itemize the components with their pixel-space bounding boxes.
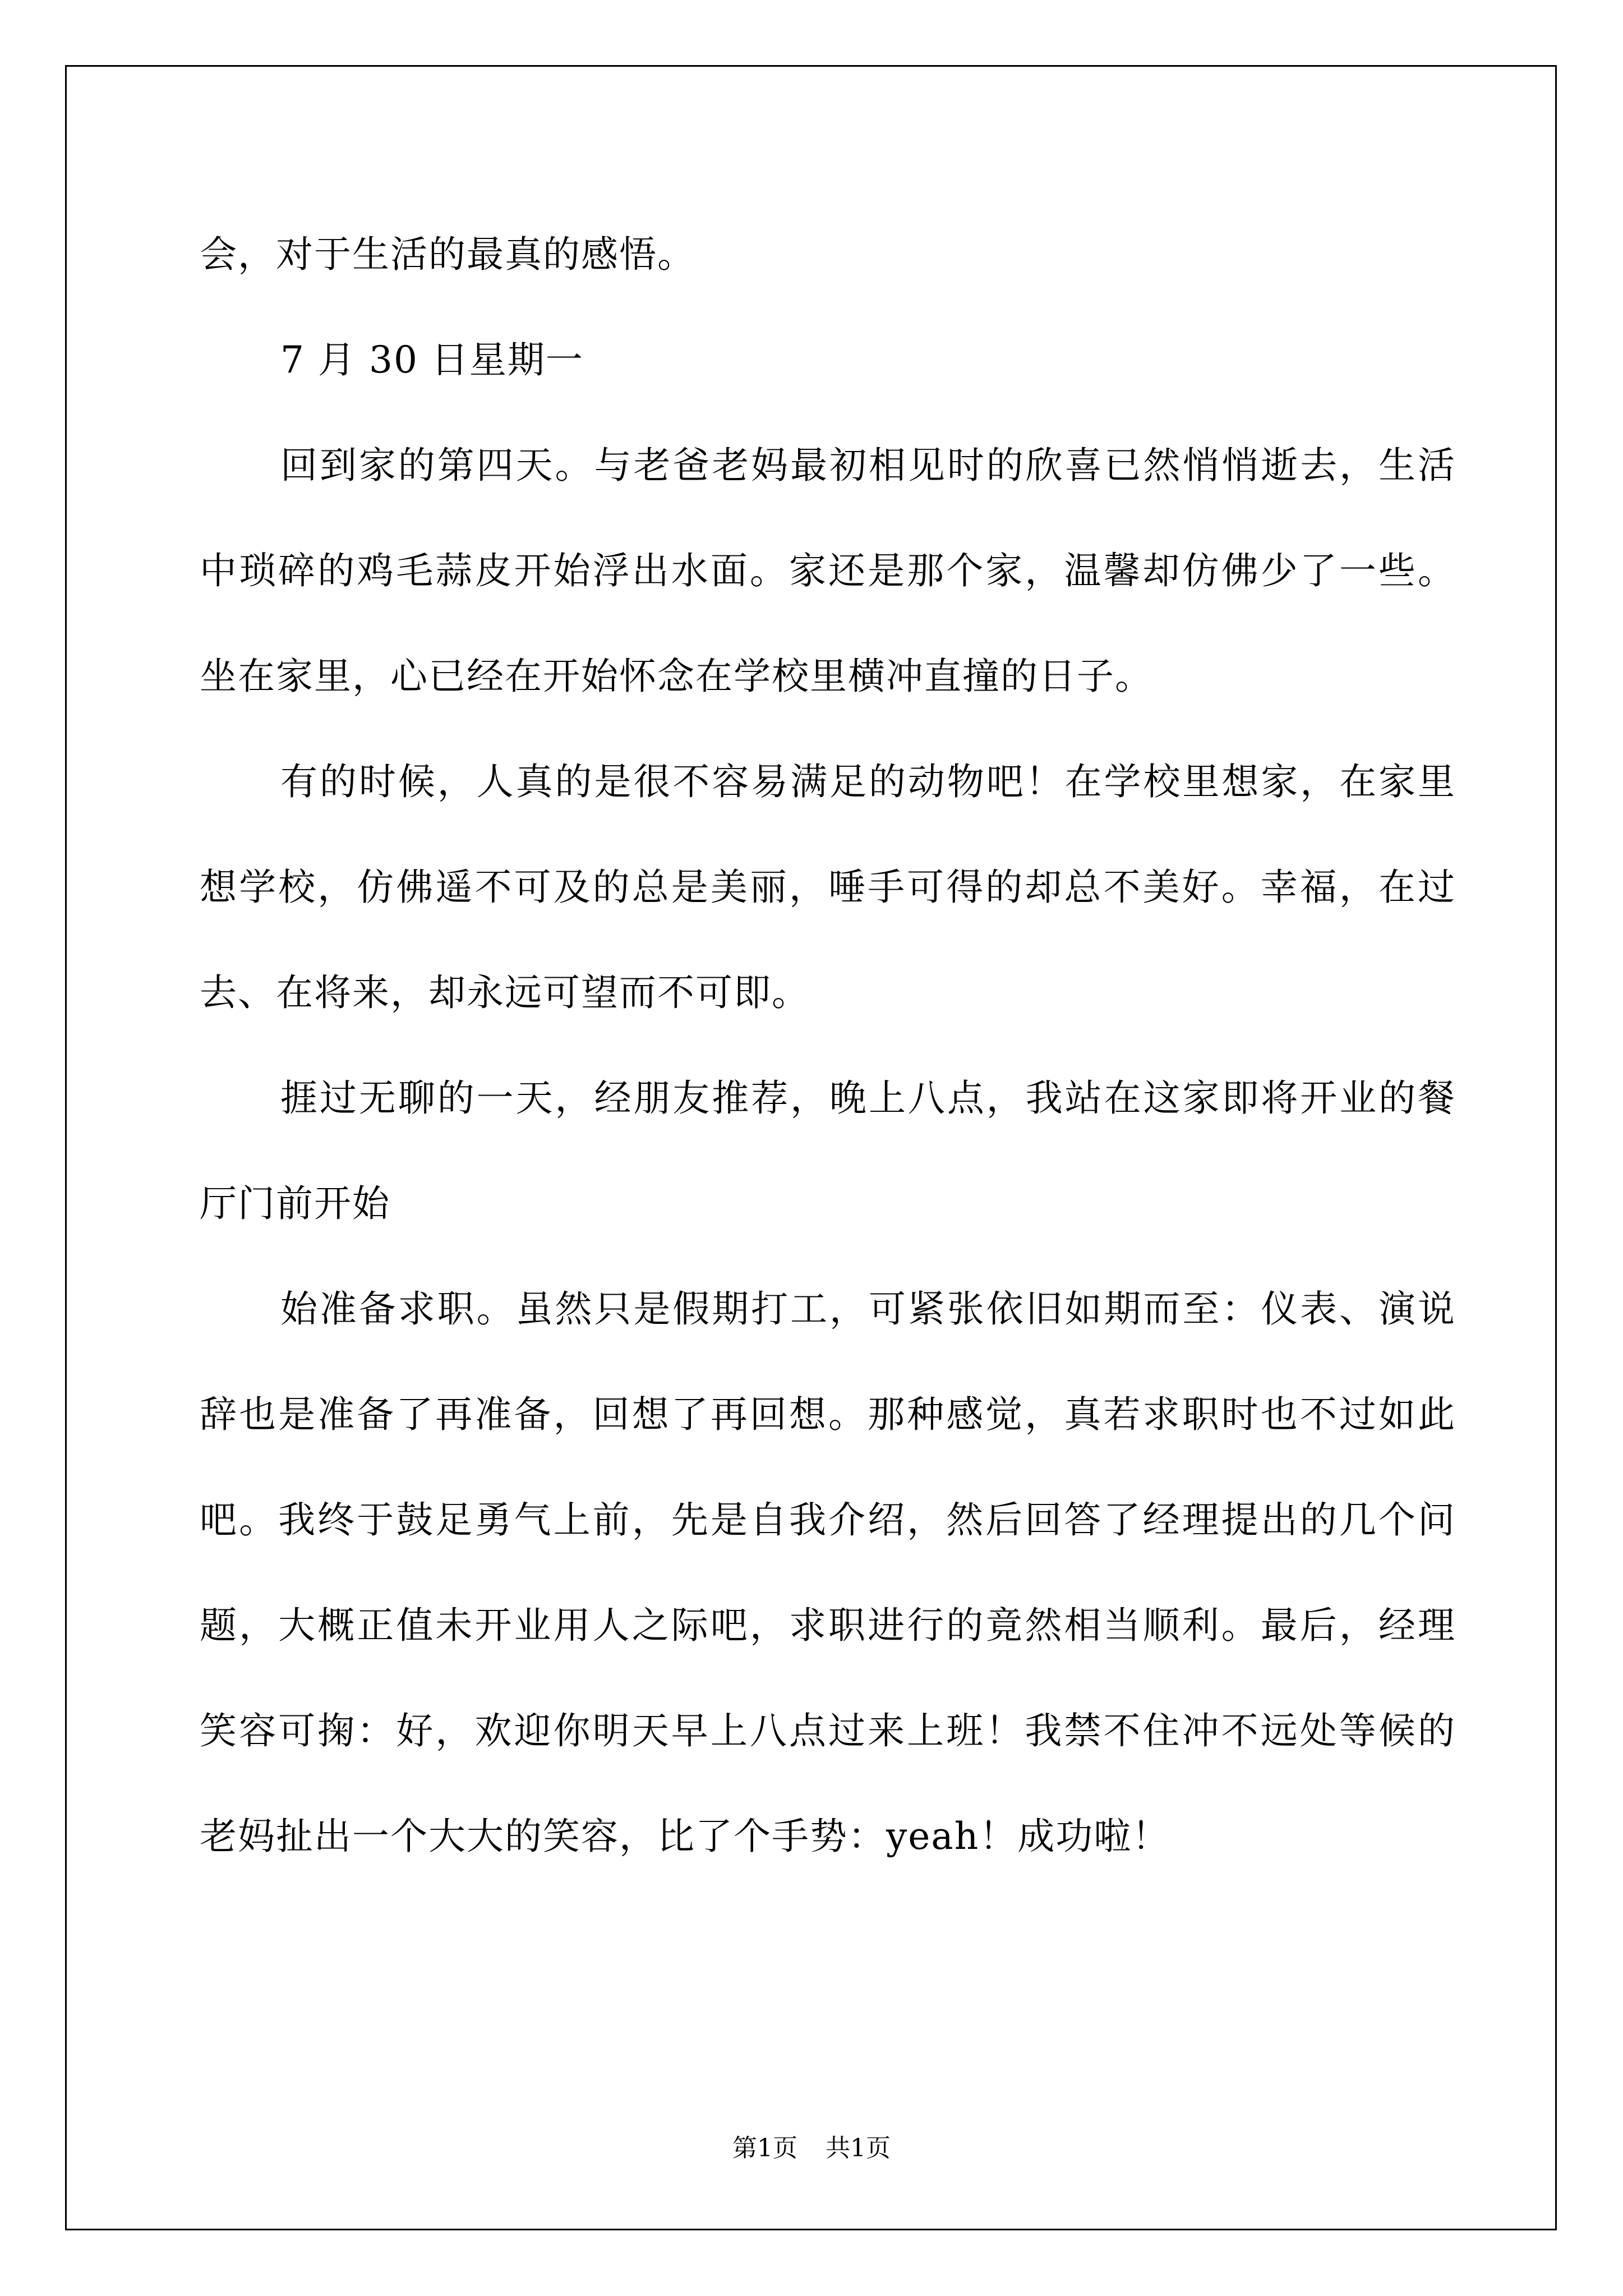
paragraph-6: 始准备求职。虽然只是假期打工，可紧张依旧如期而至：仪表、演说辞也是准备了再准备，回想了再回想。那种感觉，真若求职时也不过如此吧。我终于鼓足勇气上前，先是自我介绍，然后回答了经理提出的几个问题，大概正值未开业用人之际吧，求职进行的竟然相当顺利。最后，经理笑容可掬：好，欢迎你明天早上八点过来上班！我禁不住冲不远处等候的老妈扯出一个大大的笑容，比了个手势：yeah！成功啦！ <box>200 1287 1456 1858</box>
page-number-current: 第1页 <box>732 2134 797 2162</box>
page-footer <box>0 2132 1623 2165</box>
paragraph-5: 捱过无聊的一天，经朋友推荐，晚上八点，我站在这家即将开业的餐厅门前开始 <box>200 1076 1456 1225</box>
document-body <box>200 202 1456 1889</box>
paragraph-date: 7 月 30 日星期一 <box>280 338 584 381</box>
paragraph-1: 会，对于生活的最真的感悟。 <box>200 233 695 276</box>
page-number-total: 共1页 <box>826 2134 891 2162</box>
paragraph-3: 回到家的第四天。与老爸老妈最初相见时的欣喜已然悄悄逝去，生活中琐碎的鸡毛蒜皮开始浮出水面。家还是那个家，温馨却仿佛少了一些。坐在家里，心已经在开始怀念在学校里横冲直撞的日子。 <box>200 444 1456 698</box>
paragraph-4: 有的时候，人真的是很不容易满足的动物吧！在学校里想家，在家里想学校，仿佛遥不可及的总是美丽，唾手可得的却总不美好。幸福，在过去、在将来，却永远可望而不可即。 <box>200 760 1456 1014</box>
